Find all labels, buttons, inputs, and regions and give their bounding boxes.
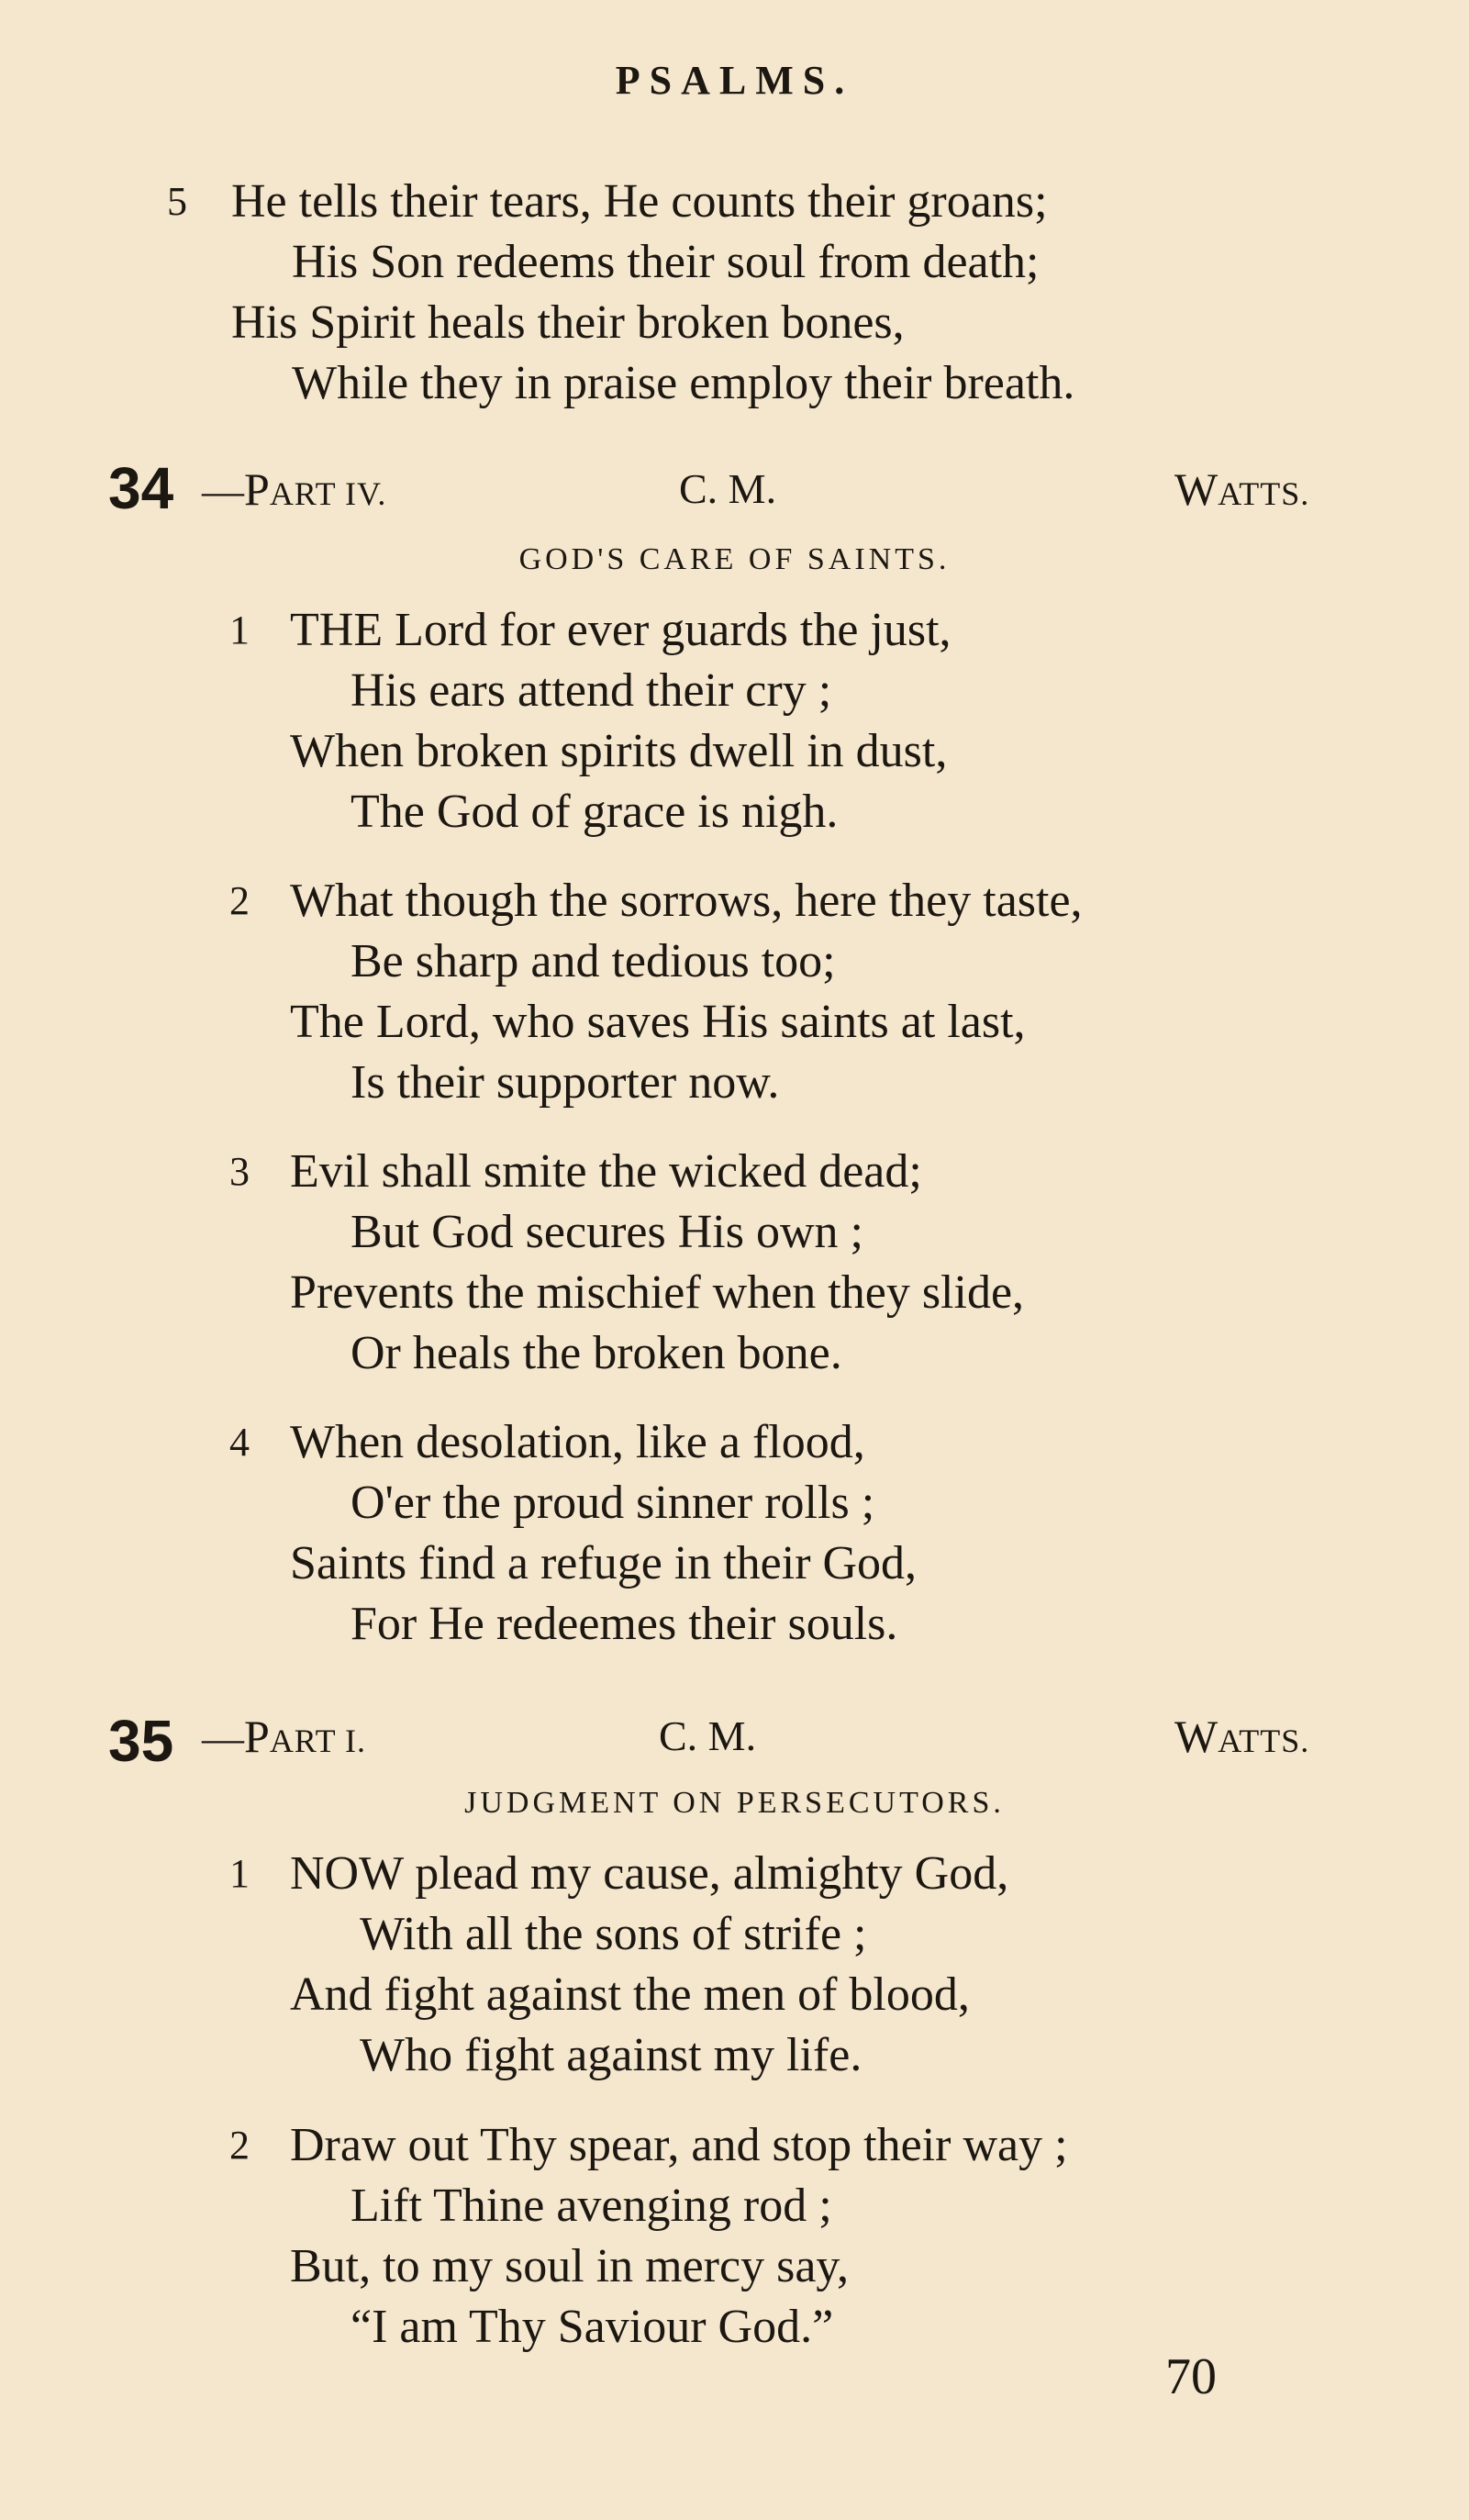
verse-line: Be sharp and tedious too; xyxy=(351,935,836,987)
verse-line: Lift Thine avenging rod ; xyxy=(351,2180,832,2232)
verse-number: 1 xyxy=(229,608,250,652)
verse-line: When desolation, like a flood, xyxy=(290,1416,865,1468)
verse-line: Draw out Thy spear, and stop their way ; xyxy=(290,2119,1068,2171)
hymn-number: 35 xyxy=(108,1708,174,1774)
verse-number: 2 xyxy=(229,2123,250,2168)
verse-number: 4 xyxy=(229,1420,250,1465)
hymn-subtitle: JUDGMENT ON PERSECUTORS. xyxy=(464,1786,1005,1820)
hymn-author: WATTS. xyxy=(1174,463,1310,515)
verse-line: Or heals the broken bone. xyxy=(351,1327,842,1379)
verse-line: For He redeemes their souls. xyxy=(351,1598,898,1650)
verse-line: “I am Thy Saviour God.” xyxy=(351,2301,834,2353)
verse-line: Saints find a refuge in their God, xyxy=(290,1537,918,1589)
hymn-number: 34 xyxy=(108,455,174,521)
verse-line: His Son redeems their soul from death; xyxy=(292,236,1040,288)
verse-line: He tells their tears, He counts their groans; xyxy=(231,175,1048,228)
verse-line: Who fight against my life. xyxy=(360,2029,862,2081)
hymn-part: —PART IV. xyxy=(202,463,387,515)
verse-line: While they in praise employ their breath. xyxy=(292,357,1075,409)
verse-line: With all the sons of strife ; xyxy=(360,1908,867,1960)
verse-line: Prevents the mischief when they slide, xyxy=(290,1266,1025,1319)
verse-number: 1 xyxy=(229,1851,250,1896)
page-number: 70 xyxy=(1165,2348,1217,2405)
verse-line: The God of grace is nigh. xyxy=(351,786,839,838)
hymn-meter: C. M. xyxy=(679,465,777,512)
running-head: PSALMS. xyxy=(615,58,854,103)
verse-line: The Lord, who saves His saints at last, xyxy=(290,996,1026,1048)
verse-number: 5 xyxy=(167,179,187,224)
verse-number: 3 xyxy=(229,1149,250,1194)
hymn-part: —PART I. xyxy=(202,1711,366,1762)
verse-line: NOW plead my cause, almighty God, xyxy=(290,1847,1009,1900)
verse-line: But, to my soul in mercy say, xyxy=(290,2240,850,2292)
verse-line: Evil shall smite the wicked dead; xyxy=(290,1145,922,1198)
hymn-subtitle: GOD'S CARE OF SAINTS. xyxy=(518,542,951,576)
verse-number: 2 xyxy=(229,878,250,923)
verse-line: And fight against the men of blood, xyxy=(290,1968,970,2021)
verse-line: When broken spirits dwell in dust, xyxy=(290,725,948,777)
verse-line: His ears attend their cry ; xyxy=(351,664,832,717)
hymn-author: WATTS. xyxy=(1174,1711,1310,1762)
verse-line: O'er the proud sinner rolls ; xyxy=(351,1477,875,1529)
verse-line: Is their supporter now. xyxy=(351,1056,780,1109)
verse-line: His Spirit heals their broken bones, xyxy=(231,296,905,349)
verse-line: What though the sorrows, here they taste, xyxy=(290,875,1083,927)
verse-line: THE Lord for ever guards the just, xyxy=(290,604,952,656)
hymn-meter: C. M. xyxy=(659,1712,757,1759)
verse-line: But God secures His own ; xyxy=(351,1206,863,1258)
